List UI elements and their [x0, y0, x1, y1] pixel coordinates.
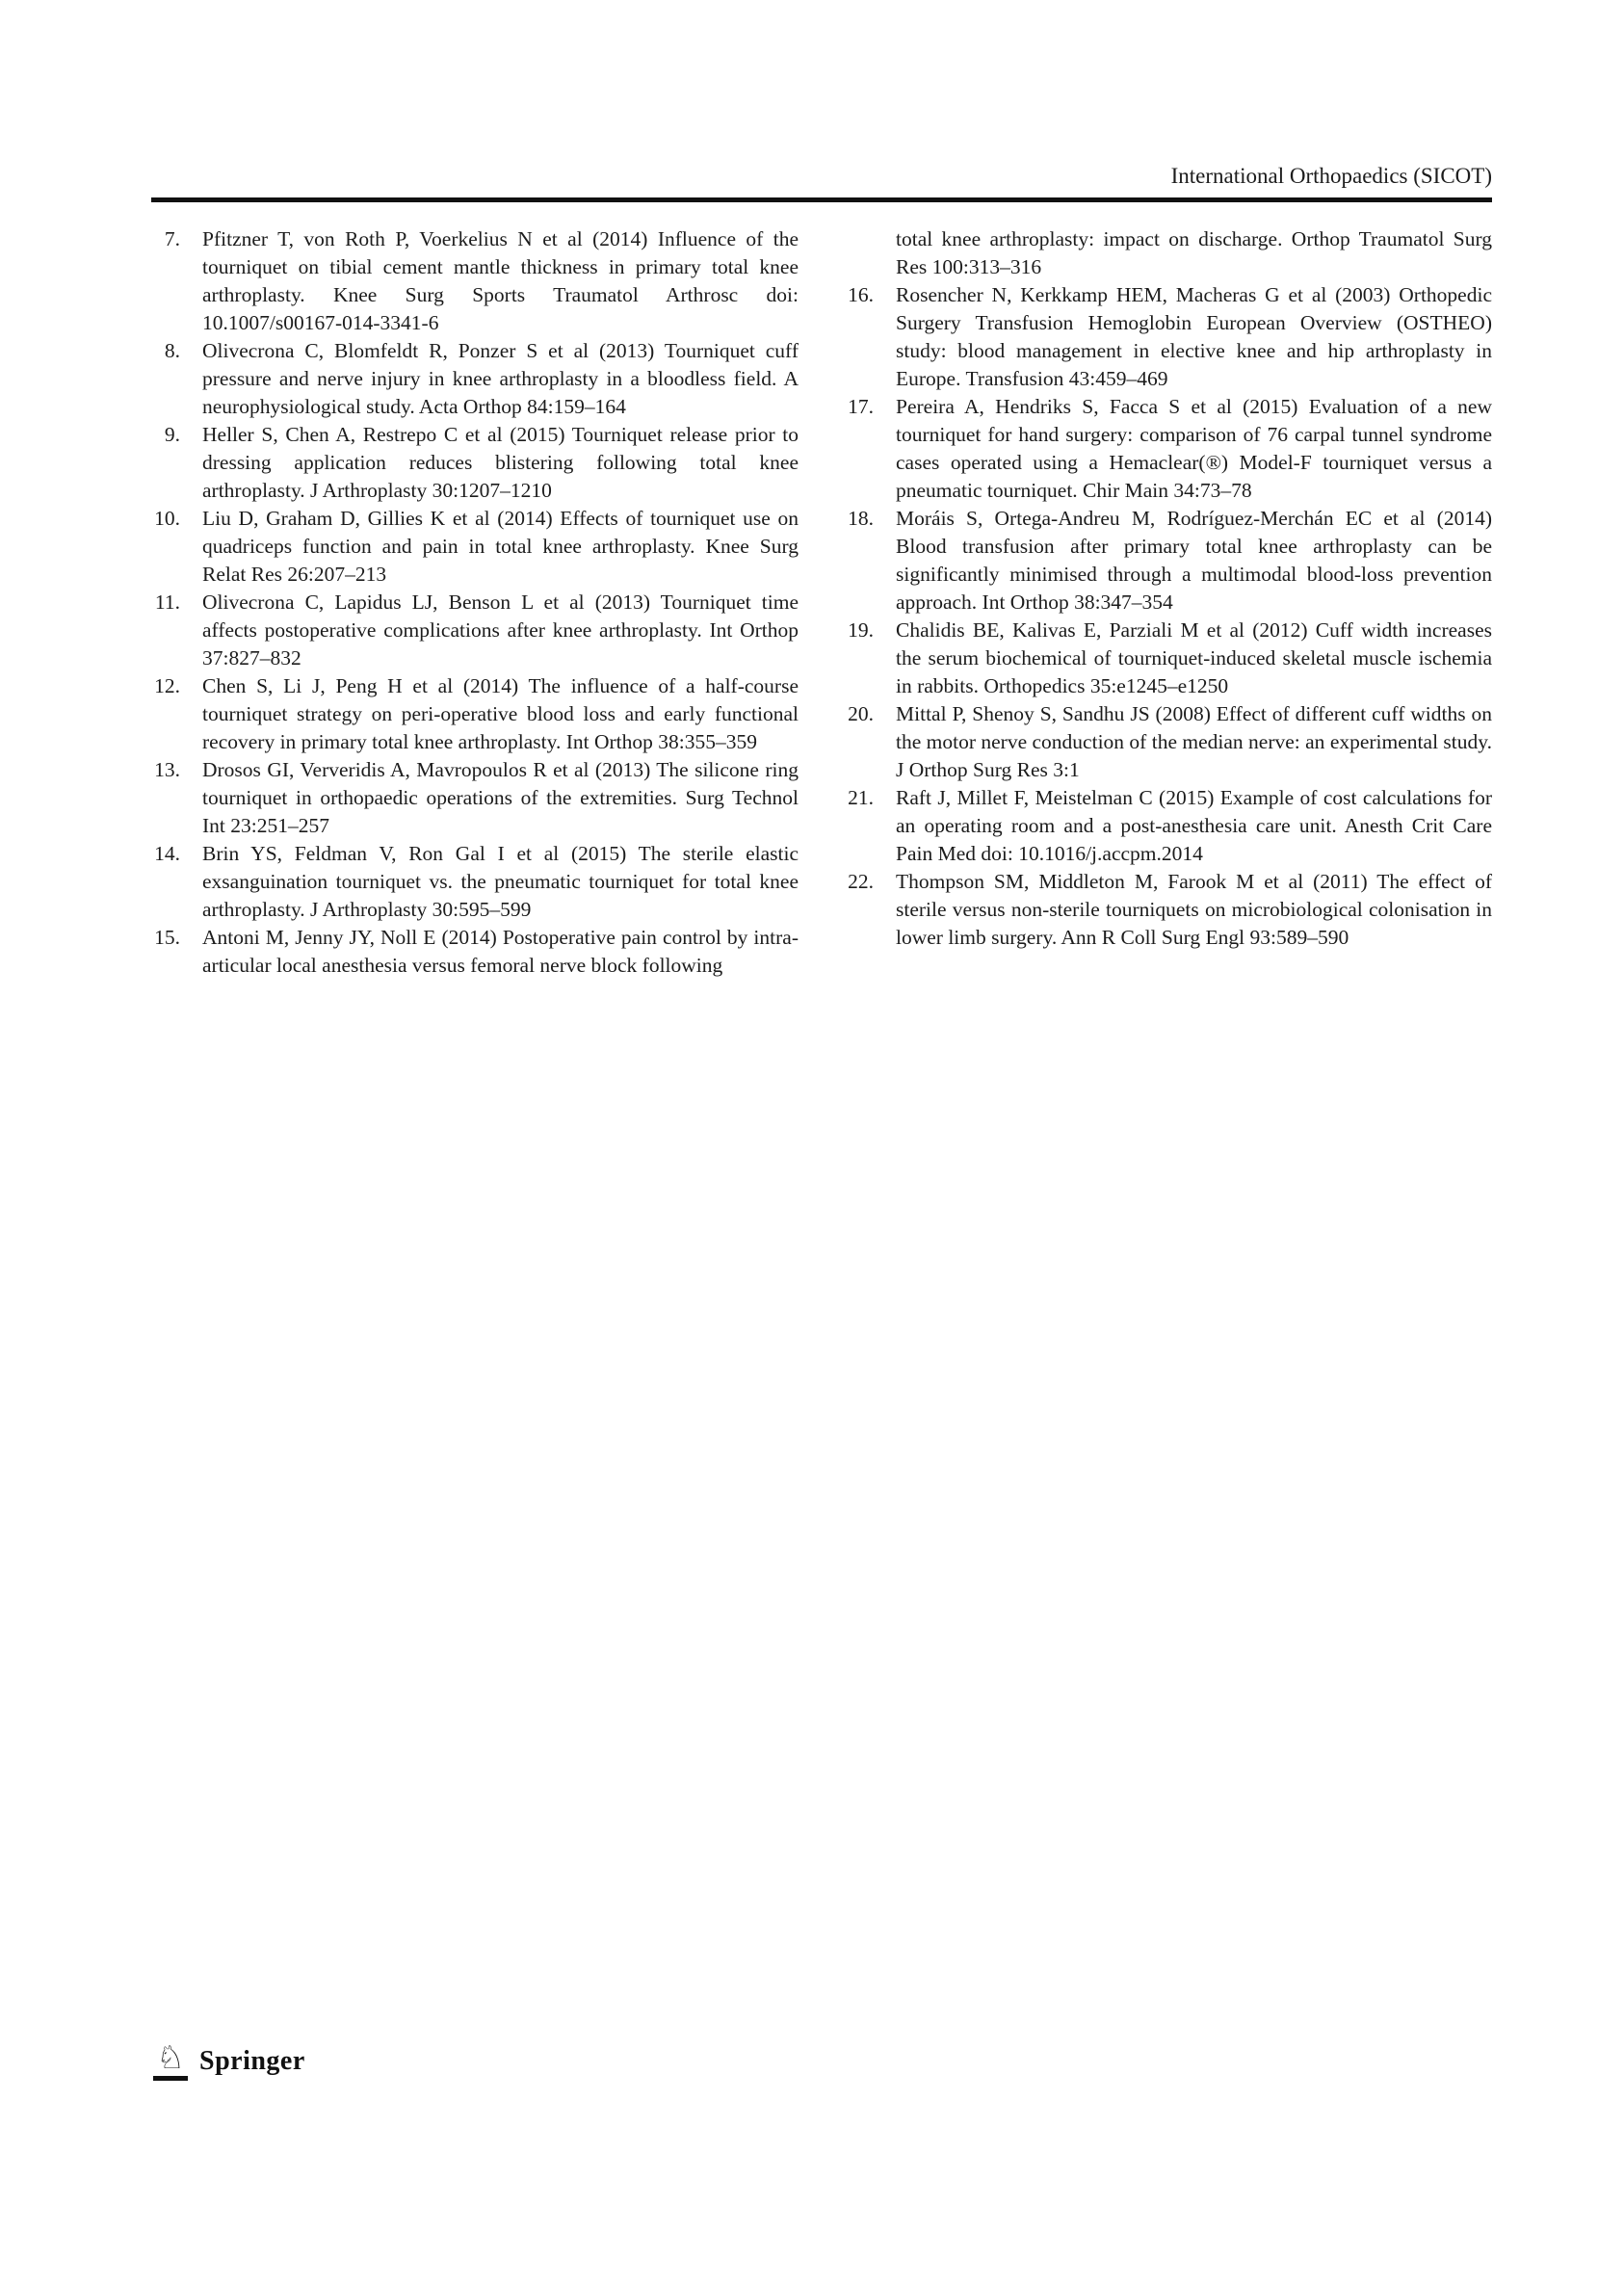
reference-number: 18. — [848, 507, 874, 530]
reference-text: total knee arthroplasty: impact on discharge. Orthop Traumatol Surg Res 100:313–316 — [896, 227, 1492, 278]
journal-title: International Orthopaedics (SICOT) — [1170, 164, 1492, 188]
reference-text: Liu D, Graham D, Gillies K et al (2014) Effects of tourniquet use on quadriceps function and pain in total knee arthroplasty. Knee Surg Relat Res 26:207–213 — [202, 507, 799, 586]
reference-text: Moráis S, Ortega-Andreu M, Rodríguez-Merchán EC et al (2014) Blood transfusion after primary total knee arthroplasty can be significantly minimised through a multimodal blood-loss prevention approach. Int Orthop 38:347–354 — [896, 507, 1492, 614]
reference-text: Mittal P, Shenoy S, Sandhu JS (2008) Effect of different cuff widths on the motor nerve conduction of the median nerve: an experimental study. J Orthop Surg Res 3:1 — [896, 702, 1492, 781]
reference-item — [151, 840, 799, 924]
reference-number: 8. — [164, 339, 180, 362]
reference-number: 16. — [848, 283, 874, 306]
references-section — [151, 225, 1492, 980]
reference-text: Thompson SM, Middleton M, Farook M et al (2011) The effect of sterile versus non-sterile tourniquets on microbiological colonisation in lower limb surgery. Ann R Coll Surg Engl 93:589–590 — [896, 870, 1492, 949]
reference-item — [845, 225, 1492, 281]
reference-item — [845, 868, 1492, 952]
reference-text: Chalidis BE, Kalivas E, Parziali M et al (2012) Cuff width increases the serum biochemical of tourniquet-induced skeletal muscle ischemia in rabbits. Orthopedics 35:e1245–e1250 — [896, 618, 1492, 697]
reference-item — [845, 393, 1492, 505]
reference-text: Antoni M, Jenny JY, Noll E (2014) Postoperative pain control by intra-articular local anesthesia versus femoral nerve block following — [202, 926, 799, 977]
header-divider — [151, 197, 1492, 202]
reference-text: Drosos GI, Ververidis A, Mavropoulos R et al (2013) The silicone ring tourniquet in orthopaedic operations of the extremities. Surg Technol Int 23:251–257 — [202, 758, 799, 837]
reference-number: 19. — [848, 618, 874, 642]
reference-text: Chen S, Li J, Peng H et al (2014) The influence of a half-course tourniquet strategy on peri-operative blood loss and early functional recovery in primary total knee arthroplasty. Int Orthop 38:355–359 — [202, 674, 799, 753]
reference-text: Pfitzner T, von Roth P, Voerkelius N et al (2014) Influence of the tourniquet on tibial cement mantle thickness in primary total knee arthroplasty. Knee Surg Sports Traumatol Arthrosc doi: 10.1007/s00167-014-3341-6 — [202, 227, 799, 334]
ref-column-left — [151, 225, 799, 980]
reference-item — [151, 421, 799, 505]
reference-text: Heller S, Chen A, Restrepo C et al (2015) Tourniquet release prior to dressing application reduces blistering following total knee arthroplasty. J Arthroplasty 30:1207–1210 — [202, 423, 799, 502]
reference-item — [845, 700, 1492, 784]
reference-number: 10. — [154, 507, 180, 530]
reference-text: Brin YS, Feldman V, Ron Gal I et al (2015) The sterile elastic exsanguination tourniquet vs. the pneumatic tourniquet for total knee arthroplasty. J Arthroplasty 30:595–599 — [202, 842, 799, 921]
reference-number: 12. — [154, 674, 180, 697]
reference-item — [151, 589, 799, 672]
reference-item — [151, 672, 799, 756]
reference-item — [151, 225, 799, 337]
reference-number: 15. — [154, 926, 180, 949]
reference-item — [845, 505, 1492, 617]
reference-number: 22. — [848, 870, 874, 893]
ref-column-right — [845, 225, 1492, 980]
reference-item — [845, 784, 1492, 868]
reference-number: 17. — [848, 395, 874, 418]
reference-text: Olivecrona C, Blomfeldt R, Ponzer S et al (2013) Tourniquet cuff pressure and nerve injury in knee arthroplasty in a bloodless field. A neurophysiological study. Acta Orthop 84:159–164 — [202, 339, 799, 418]
reference-number: 21. — [848, 786, 874, 809]
reference-item — [151, 337, 799, 421]
reference-item — [845, 617, 1492, 700]
publisher-logo — [151, 2042, 305, 2081]
reference-number: 20. — [848, 702, 874, 725]
chess-knight-icon: ♘ — [151, 2042, 190, 2081]
publisher-name: Springer — [199, 2046, 305, 2076]
reference-item — [151, 924, 799, 980]
reference-item — [151, 505, 799, 589]
reference-text: Olivecrona C, Lapidus LJ, Benson L et al (2013) Tourniquet time affects postoperative complications after knee arthroplasty. Int Orthop 37:827–832 — [202, 591, 799, 669]
reference-number: 7. — [164, 227, 180, 250]
reference-item — [151, 756, 799, 840]
reference-item — [845, 281, 1492, 393]
reference-text: Raft J, Millet F, Meistelman C (2015) Example of cost calculations for an operating room and a post-anesthesia care unit. Anesth Crit Care Pain Med doi: 10.1016/j.accpm.2014 — [896, 786, 1492, 865]
reference-number: 14. — [154, 842, 180, 865]
reference-number: 11. — [154, 591, 180, 614]
reference-number: 9. — [164, 423, 180, 446]
page-header — [151, 162, 1492, 202]
reference-text: Pereira A, Hendriks S, Facca S et al (2015) Evaluation of a new tourniquet for hand surgery: comparison of 76 carpal tunnel syndrome cases operated using a Hemaclear(®) Model-F tourniquet versus a pneumatic tourniquet. Chir Main 34:73–78 — [896, 395, 1492, 502]
reference-text: Rosencher N, Kerkkamp HEM, Macheras G et al (2003) Orthopedic Surgery Transfusion Hemoglobin European Overview (OSTHEO) study: blood management in elective knee and hip arthroplasty in Europe. Transfusion 43:459–469 — [896, 283, 1492, 390]
reference-number: 13. — [154, 758, 180, 781]
